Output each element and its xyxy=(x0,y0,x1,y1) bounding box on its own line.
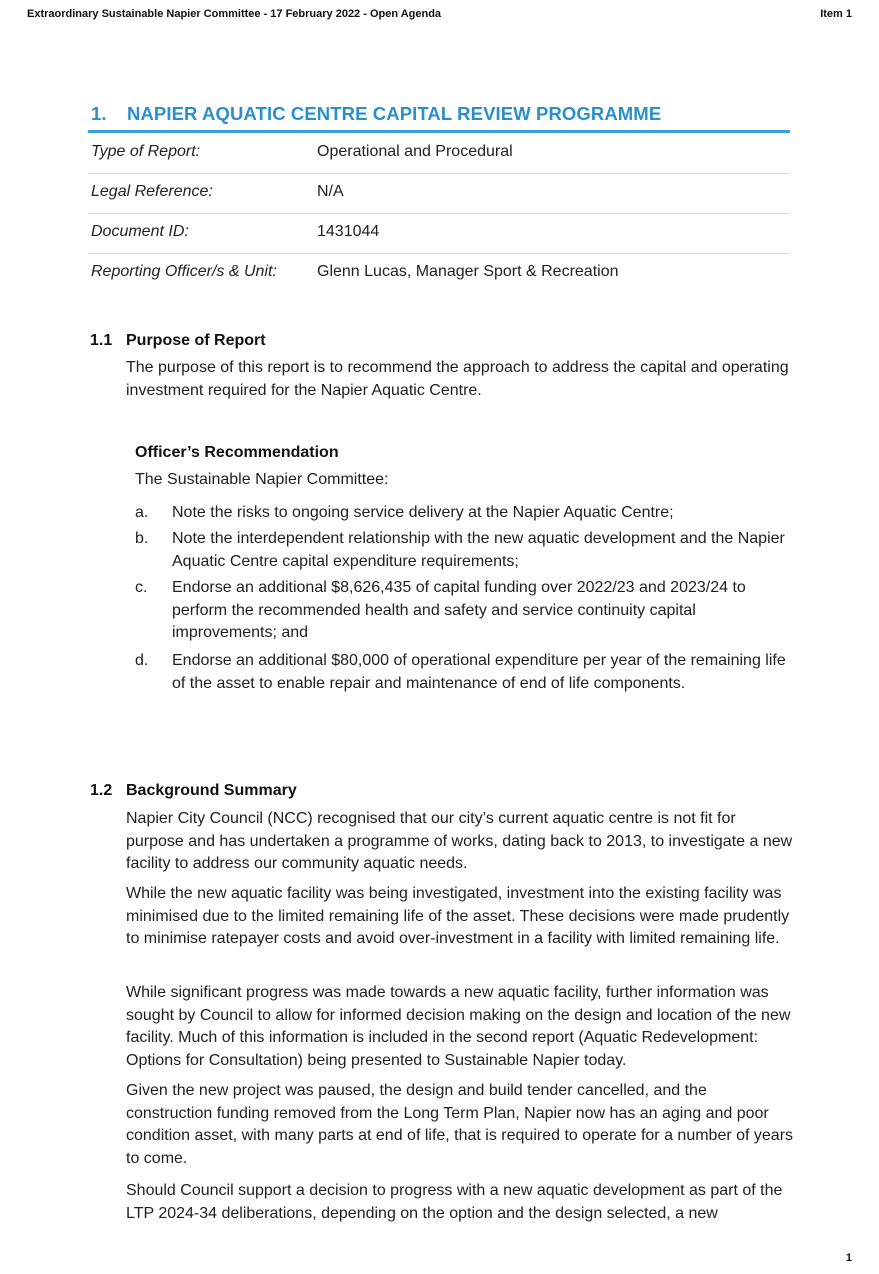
meta-row-document-id xyxy=(88,213,790,254)
list-text: Endorse an additional $8,626,435 of capital funding over 2022/23 and 2023/24 to perform the recommended health and safety and service continuity capital improvements; and xyxy=(172,579,746,642)
background-paragraph-4: Given the new project was paused, the design and build tender cancelled, and the construction funding removed from the Long Term Plan, Napier now has an aging and poor condition asset, with many parts at end of life, that is required to operate for a number of years to come. xyxy=(126,1082,794,1167)
background-paragraph-5: Should Council support a decision to progress with a new aquatic development as part of the LTP 2024-34 deliberations, depending on the option and the design selected, a new xyxy=(126,1182,783,1222)
meta-label: Reporting Officer/s & Unit: xyxy=(91,263,277,280)
meta-row-type xyxy=(88,133,790,174)
list-marker: d. xyxy=(135,652,149,669)
list-text: Note the risks to ongoing service delivery at the Napier Aquatic Centre; xyxy=(172,504,674,521)
report-title-number: 1. xyxy=(91,103,107,124)
meta-label: Document ID: xyxy=(91,223,189,240)
meta-label: Type of Report: xyxy=(91,143,201,160)
page-header-item: Item 1 xyxy=(820,8,852,20)
list-marker: a. xyxy=(135,504,149,521)
meta-row-legal xyxy=(88,173,790,214)
section-heading-background: 1.2 Background Summary xyxy=(90,782,297,799)
list-text: Note the interdependent relationship with the new aquatic development and the Napier Aquatic Centre capital expenditure requirements; xyxy=(172,530,785,570)
recommendation-intro: The Sustainable Napier Committee: xyxy=(135,471,389,488)
page-header-title: Extraordinary Sustainable Napier Committee - 17 February 2022 - Open Agenda xyxy=(27,8,442,20)
background-paragraph-1: Napier City Council (NCC) recognised that our city’s current aquatic centre is not fit for purpose and has undertaken a programme of works, dating back to 2013, to investigate a new facility to address our community aquatic needs. xyxy=(126,810,793,873)
meta-value: 1431044 xyxy=(317,223,380,240)
background-paragraph-3: While significant progress was made towards a new aquatic facility, further information was sought by Council to allow for informed decision making on the design and location of the new facility. Much of this information is included in the second report (Aquatic Redevelopment: Options for Consultation) being presented to Sustainable Napier today. xyxy=(126,984,791,1069)
list-marker: b. xyxy=(135,530,149,547)
section-heading-purpose: 1.1 Purpose of Report xyxy=(90,332,266,349)
meta-value: Operational and Procedural xyxy=(317,143,513,160)
list-text: Endorse an additional $80,000 of operational expenditure per year of the remaining life of the asset to enable repair and maintenance of end of life components. xyxy=(172,652,786,692)
report-title-text: NAPIER AQUATIC CENTRE CAPITAL REVIEW PROGRAMME xyxy=(127,103,662,124)
meta-label: Legal Reference: xyxy=(91,183,213,200)
meta-value: Glenn Lucas, Manager Sport & Recreation xyxy=(317,263,619,280)
list-marker: c. xyxy=(135,579,148,596)
report-title xyxy=(91,103,661,125)
purpose-paragraph: The purpose of this report is to recommend the approach to address the capital and operating investment required for the Napier Aquatic Centre. xyxy=(126,359,789,399)
recommendation-heading: Officer’s Recommendation xyxy=(135,444,339,461)
meta-value: N/A xyxy=(317,183,344,200)
background-paragraph-2: While the new aquatic facility was being investigated, investment into the existing facility was minimised due to the limited remaining life of the asset. These decisions were made prudently to minimise ratepayer costs and avoid over-investment in a facility with limited remaining life. xyxy=(126,885,790,948)
meta-row-reporting-officer xyxy=(88,253,790,293)
page-number: 1 xyxy=(845,1252,852,1264)
